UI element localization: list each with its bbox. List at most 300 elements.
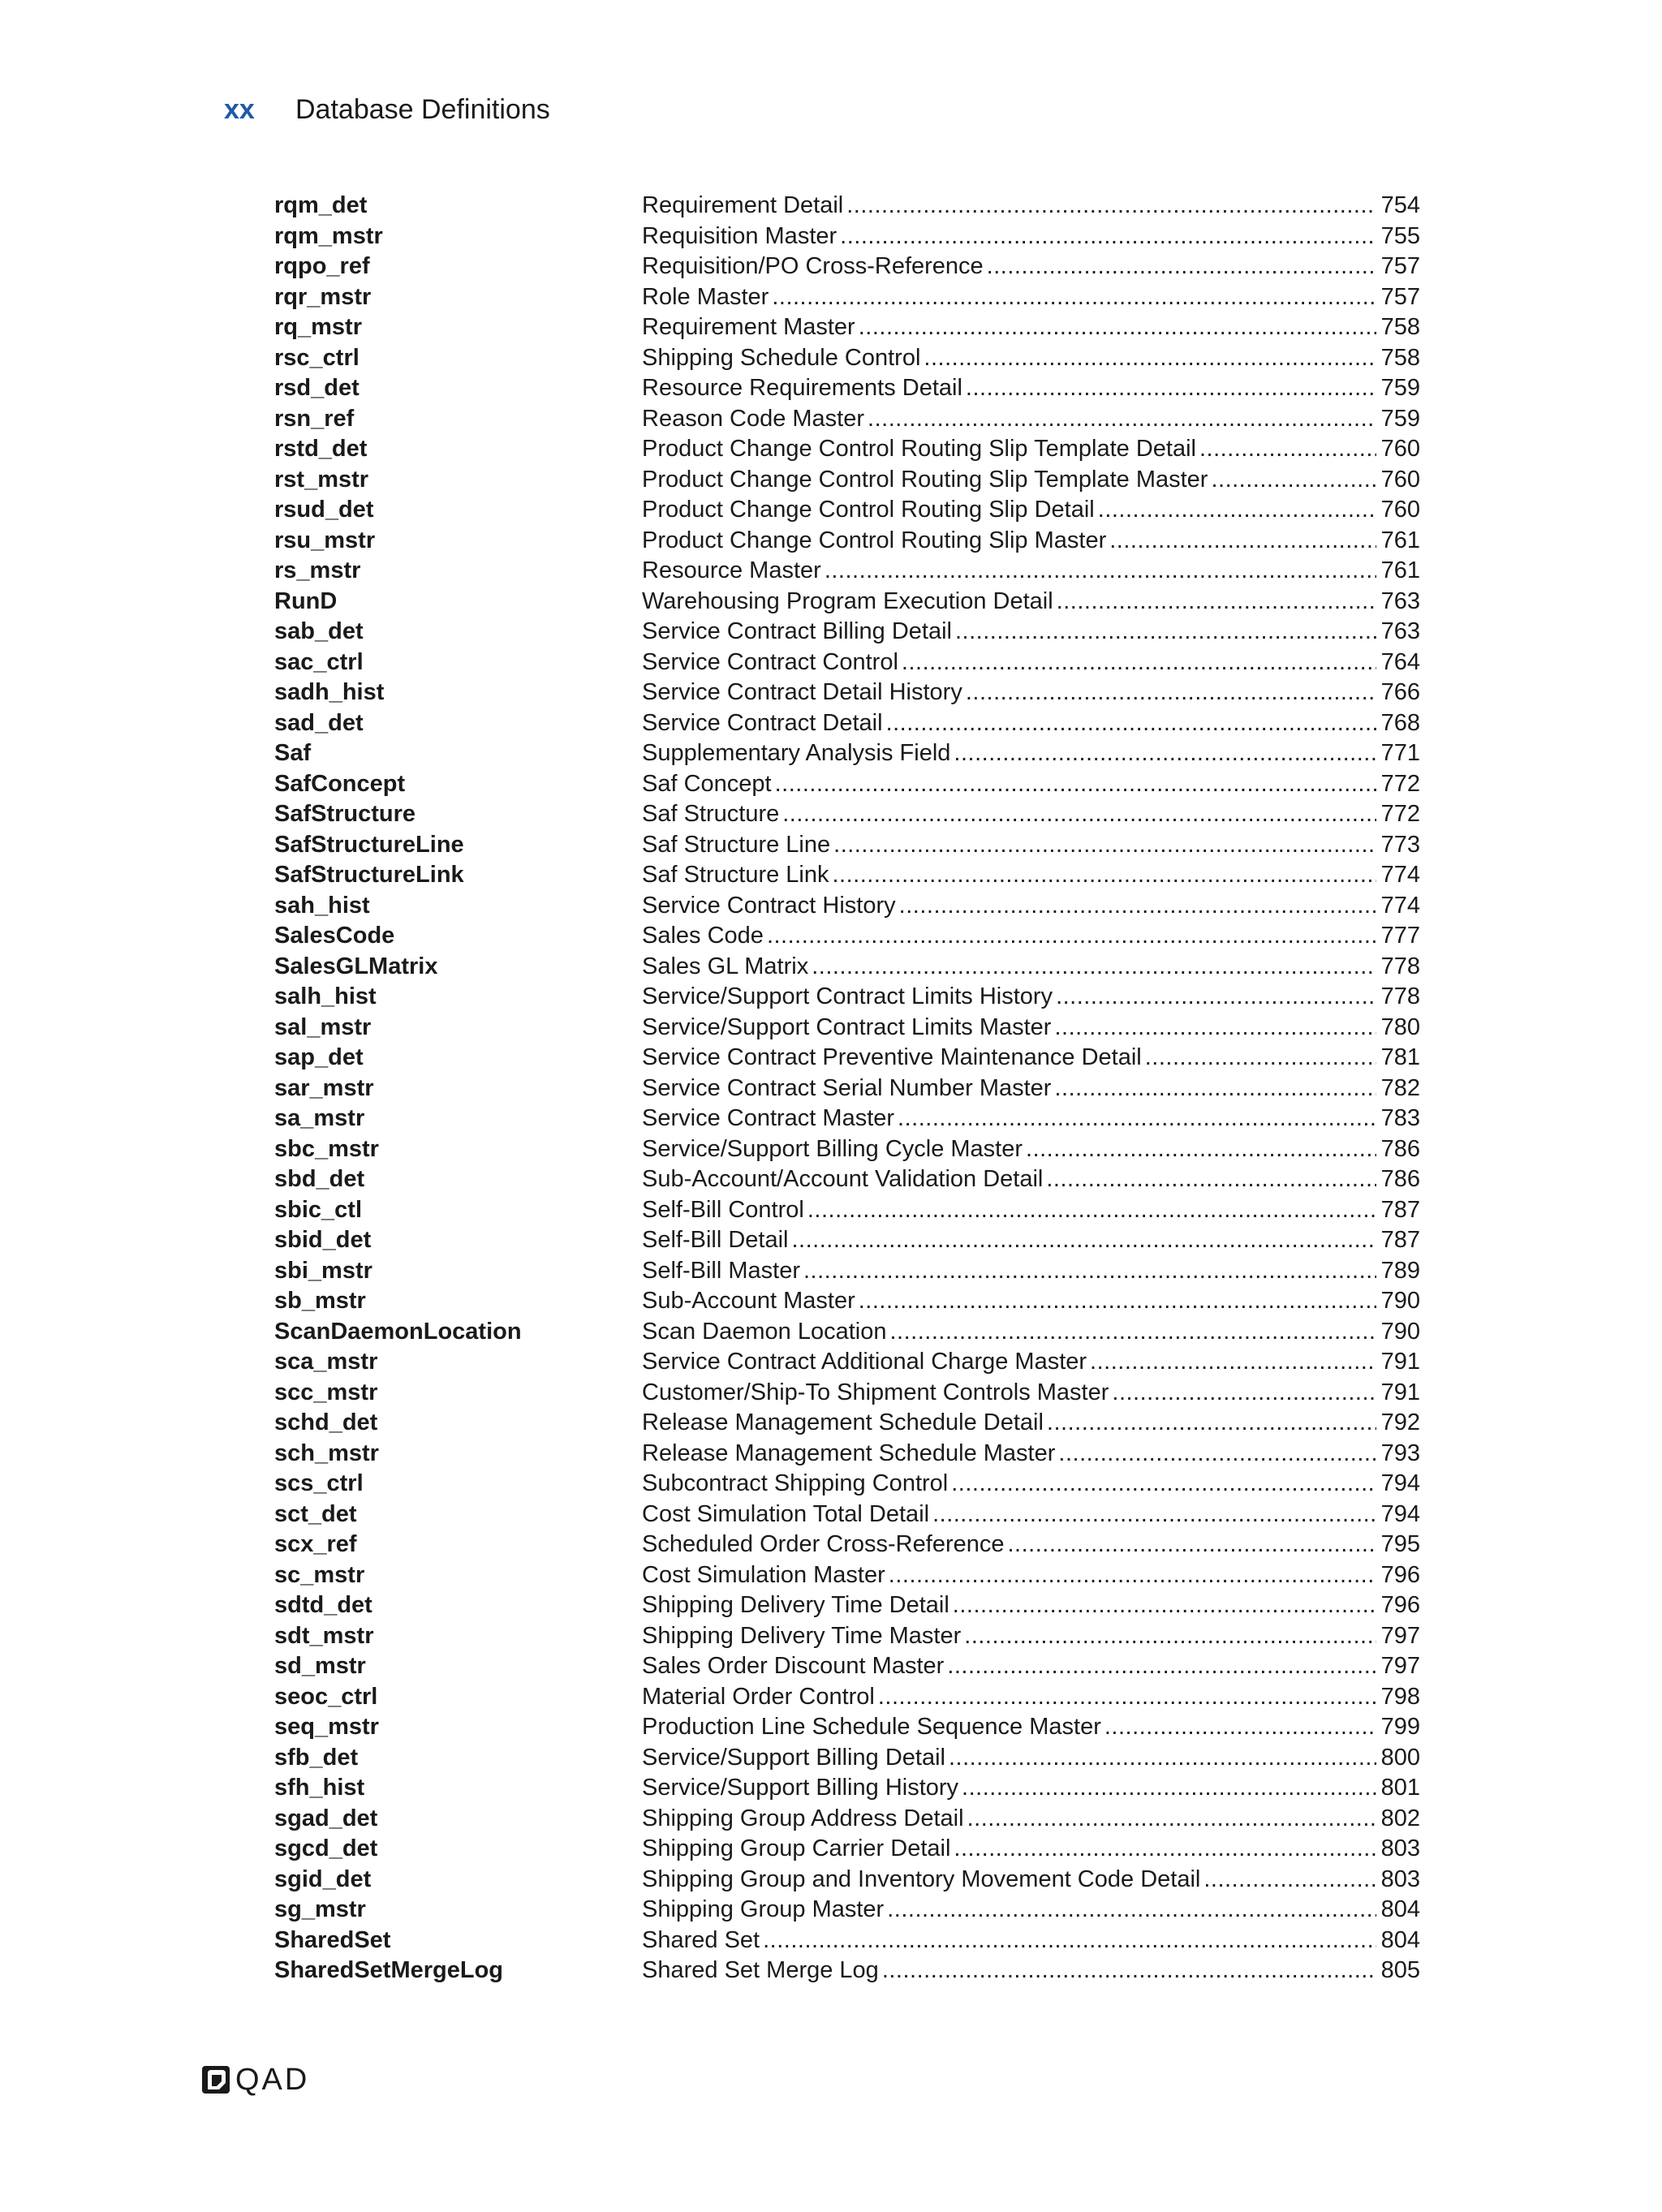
table-name: sb_mstr	[274, 1288, 366, 1314]
table-description: Service Contract Additional Charge Master	[642, 1349, 1087, 1375]
page-reference: 797	[1380, 1653, 1420, 1679]
table-description: Cost Simulation Total Detail	[642, 1500, 930, 1527]
entry-description-line	[642, 252, 1420, 282]
toc-entry[interactable]	[274, 891, 1420, 922]
table-name: sg_mstr	[274, 1896, 366, 1922]
entry-description-line	[642, 1256, 1420, 1287]
entry-description-line	[642, 1378, 1420, 1409]
dot-leader	[846, 191, 1376, 222]
dot-leader	[812, 952, 1376, 983]
table-name: sar_mstr	[274, 1074, 374, 1101]
page-reference: 792	[1380, 1409, 1420, 1435]
toc-entry[interactable]	[274, 1074, 1420, 1104]
page-reference: 797	[1380, 1622, 1420, 1649]
logo-text: QAD	[235, 2063, 310, 2097]
toc-entry[interactable]	[274, 252, 1420, 282]
table-description: Service Contract Billing Detail	[642, 618, 952, 644]
dot-leader	[1104, 1712, 1376, 1743]
dot-leader	[859, 1286, 1376, 1317]
entry-description-line	[642, 1439, 1420, 1470]
page-reference: 783	[1380, 1105, 1420, 1131]
table-name: schd_det	[274, 1409, 378, 1435]
table-name: SafStructure	[274, 801, 416, 827]
dot-leader	[1090, 1347, 1376, 1378]
entry-description-line	[642, 891, 1420, 922]
entry-description-line	[642, 222, 1420, 252]
toc-entry[interactable]	[274, 434, 1420, 465]
page-reference: 803	[1380, 1866, 1420, 1892]
dot-leader	[1203, 1865, 1376, 1896]
entry-description-line	[642, 1317, 1420, 1348]
table-name: scc_mstr	[274, 1379, 378, 1405]
table-description: Shipping Schedule Control	[642, 344, 921, 371]
table-description: Cost Simulation Master	[642, 1561, 885, 1588]
toc-entry[interactable]	[274, 921, 1420, 952]
toc-entry[interactable]	[274, 1195, 1420, 1226]
entry-description-line	[642, 1682, 1420, 1713]
page-reference: 802	[1380, 1805, 1420, 1831]
toc-entry[interactable]	[274, 769, 1420, 800]
page-reference: 778	[1380, 983, 1420, 1009]
page-reference: 790	[1380, 1288, 1420, 1314]
dot-leader	[772, 282, 1376, 313]
page-reference: 804	[1380, 1926, 1420, 1953]
toc-entry[interactable]	[274, 1743, 1420, 1774]
table-name: sdtd_det	[274, 1592, 372, 1618]
table-description: Shipping Group and Inventory Movement Code Detail	[642, 1866, 1201, 1892]
table-name: sal_mstr	[274, 1013, 372, 1040]
entry-description-line	[642, 1225, 1420, 1256]
page-title: Database Definitions	[295, 93, 550, 125]
page-reference: 787	[1380, 1227, 1420, 1253]
page-reference: 758	[1380, 314, 1420, 340]
table-name: sgcd_det	[274, 1835, 378, 1861]
table-name: salh_hist	[274, 983, 377, 1009]
table-name: Saf	[274, 740, 312, 766]
entry-description-line	[642, 1773, 1420, 1804]
table-name: sgad_det	[274, 1805, 378, 1831]
dot-leader	[966, 373, 1376, 404]
dot-leader	[833, 830, 1376, 861]
toc-entry[interactable]	[274, 1804, 1420, 1835]
toc-entry[interactable]	[274, 1560, 1420, 1591]
dot-leader	[1054, 1013, 1376, 1044]
entry-description-line	[642, 282, 1420, 313]
page-reference: 758	[1380, 344, 1420, 371]
toc-entry[interactable]	[274, 1347, 1420, 1378]
toc-entry[interactable]	[274, 830, 1420, 861]
dot-leader	[878, 1682, 1376, 1713]
table-name: rqm_det	[274, 192, 368, 218]
entry-description-line	[642, 1804, 1420, 1835]
table-name: SafStructureLine	[274, 831, 464, 858]
entry-description-line	[642, 952, 1420, 983]
table-name: rqr_mstr	[274, 283, 372, 310]
page-reference: 786	[1380, 1135, 1420, 1162]
table-name: scs_ctrl	[274, 1470, 364, 1496]
entry-description-line	[642, 587, 1420, 618]
page-reference: 780	[1380, 1013, 1420, 1040]
table-description: Service Contract Detail History	[642, 679, 962, 705]
table-name: sab_det	[274, 618, 364, 644]
table-name: rsc_ctrl	[274, 344, 360, 371]
entry-description-line	[642, 617, 1420, 648]
page-reference: 796	[1380, 1561, 1420, 1588]
toc-entry[interactable]	[274, 678, 1420, 708]
page-number: xx	[224, 93, 255, 125]
page-reference: 781	[1380, 1044, 1420, 1070]
table-name: rqpo_ref	[274, 253, 370, 279]
toc-entry[interactable]	[274, 343, 1420, 374]
page-reference: 763	[1380, 587, 1420, 614]
page-reference: 772	[1380, 801, 1420, 827]
entry-description-line	[642, 1013, 1420, 1044]
dot-leader	[1007, 1530, 1376, 1560]
dot-leader	[951, 1469, 1376, 1500]
table-name: ScanDaemonLocation	[274, 1318, 522, 1345]
table-name: sgid_det	[274, 1866, 372, 1892]
dot-leader	[1047, 1408, 1376, 1439]
toc-entry[interactable]	[274, 1013, 1420, 1044]
page-reference: 789	[1380, 1257, 1420, 1284]
page-reference: 803	[1380, 1835, 1420, 1861]
footer-logo	[201, 2063, 310, 2097]
table-description: Shipping Group Master	[642, 1896, 885, 1922]
toc-entry[interactable]	[274, 1225, 1420, 1256]
toc-entry[interactable]	[274, 982, 1420, 1013]
toc-entry[interactable]	[274, 1134, 1420, 1165]
page-reference: 760	[1380, 436, 1420, 462]
toc-entry[interactable]	[274, 617, 1420, 648]
qad-logo-icon	[201, 2065, 230, 2094]
table-name: sbid_det	[274, 1227, 372, 1253]
page-reference: 798	[1380, 1683, 1420, 1710]
table-description: Shared Set Merge Log	[642, 1957, 879, 1983]
toc-entry[interactable]	[274, 1500, 1420, 1530]
toc-entry[interactable]	[274, 799, 1420, 830]
toc-entry[interactable]	[274, 1895, 1420, 1926]
entry-description-line	[642, 526, 1420, 557]
entry-description-line	[642, 1895, 1420, 1926]
dot-leader	[763, 1926, 1376, 1956]
table-description: Shipping Group Carrier Detail	[642, 1835, 951, 1861]
table-name: sad_det	[274, 709, 364, 736]
table-description: Scheduled Order Cross-Reference	[642, 1531, 1005, 1557]
dot-leader	[932, 1500, 1376, 1530]
table-name: sadh_hist	[274, 679, 385, 705]
toc-entry[interactable]	[274, 373, 1420, 404]
entry-description-line	[642, 799, 1420, 830]
table-description: Resource Requirements Detail	[642, 375, 962, 401]
table-description: Scan Daemon Location	[642, 1318, 887, 1345]
dot-leader	[924, 343, 1376, 374]
table-name: sbic_ctl	[274, 1196, 362, 1223]
table-description: Service Contract Control	[642, 648, 898, 675]
table-name: SharedSetMergeLog	[274, 1957, 503, 1983]
page-reference: 794	[1380, 1500, 1420, 1527]
table-description: Saf Concept	[642, 770, 772, 797]
entry-description-line	[642, 434, 1420, 465]
dot-leader	[833, 860, 1376, 891]
toc-entry[interactable]	[274, 465, 1420, 496]
page-reference: 760	[1380, 497, 1420, 523]
page-reference: 771	[1380, 740, 1420, 766]
page-reference: 774	[1380, 892, 1420, 919]
page-reference: 801	[1380, 1775, 1420, 1801]
table-name: seq_mstr	[274, 1714, 379, 1740]
table-description: Self-Bill Control	[642, 1196, 804, 1223]
table-name: rsud_det	[274, 497, 374, 523]
page-reference: 795	[1380, 1531, 1420, 1557]
dot-leader	[859, 312, 1376, 343]
table-name: sac_ctrl	[274, 648, 364, 675]
entry-description-line	[642, 556, 1420, 587]
dot-leader	[987, 252, 1376, 282]
dot-leader	[899, 891, 1376, 922]
toc-entry[interactable]	[274, 1590, 1420, 1621]
table-name: RunD	[274, 587, 338, 614]
entry-description-line	[642, 1530, 1420, 1560]
toc-entry[interactable]	[274, 1773, 1420, 1804]
table-description: Warehousing Program Execution Detail	[642, 587, 1053, 614]
dot-leader	[889, 1560, 1376, 1591]
toc-entry[interactable]	[274, 312, 1420, 343]
table-description: Sales GL Matrix	[642, 953, 809, 979]
dot-leader	[1054, 1074, 1376, 1104]
toc-entry[interactable]	[274, 1834, 1420, 1865]
entry-description-line	[642, 1621, 1420, 1652]
table-name: sdt_mstr	[274, 1622, 374, 1649]
page-reference: 772	[1380, 770, 1420, 797]
entry-description-line	[642, 191, 1420, 222]
table-name: sfb_det	[274, 1744, 359, 1771]
dot-leader	[1109, 526, 1376, 557]
table-description: Service/Support Billing Detail	[642, 1744, 945, 1771]
table-description: Product Change Control Routing Slip Template Detail	[642, 436, 1196, 462]
entry-description-line	[642, 1469, 1420, 1500]
entry-description-line	[642, 404, 1420, 435]
dot-leader	[947, 1651, 1376, 1682]
table-description: Saf Structure	[642, 801, 780, 827]
table-description: Product Change Control Routing Slip Template Master	[642, 466, 1208, 493]
dot-leader	[792, 1225, 1376, 1256]
page-reference: 796	[1380, 1592, 1420, 1618]
running-header	[224, 89, 550, 130]
toc-entry[interactable]	[274, 1956, 1420, 1986]
table-description: Sub-Account Master	[642, 1288, 855, 1314]
entry-description-line	[642, 1164, 1420, 1195]
table-description: Service/Support Billing Cycle Master	[642, 1135, 1023, 1162]
table-name: sbi_mstr	[274, 1257, 372, 1284]
dot-leader	[840, 222, 1376, 252]
entry-description-line	[642, 648, 1420, 678]
toc-entry[interactable]	[274, 1712, 1420, 1743]
dot-leader	[954, 738, 1376, 769]
toc-entry[interactable]	[274, 1530, 1420, 1560]
page-reference: 791	[1380, 1349, 1420, 1375]
entry-description-line	[642, 1560, 1420, 1591]
entry-description-line	[642, 1104, 1420, 1134]
table-name: sc_mstr	[274, 1561, 365, 1588]
toc-entry[interactable]	[274, 1104, 1420, 1134]
table-description: Sub-Account/Account Validation Detail	[642, 1166, 1044, 1192]
dot-leader	[967, 1804, 1376, 1835]
table-description: Sales Code	[642, 923, 764, 949]
dot-leader	[949, 1743, 1376, 1774]
page-reference: 777	[1380, 923, 1420, 949]
dot-leader	[825, 556, 1376, 587]
toc-entry[interactable]	[274, 860, 1420, 891]
entry-description-line	[642, 1408, 1420, 1439]
dot-leader	[1098, 495, 1376, 526]
table-name: sah_hist	[274, 892, 370, 919]
page-reference: 793	[1380, 1440, 1420, 1466]
page-reference: 757	[1380, 253, 1420, 279]
toc-entry[interactable]	[274, 1317, 1420, 1348]
entry-description-line	[642, 1834, 1420, 1865]
page-reference: 759	[1380, 375, 1420, 401]
table-description: Requirement Detail	[642, 192, 844, 218]
table-description: Service/Support Contract Limits Master	[642, 1013, 1052, 1040]
table-description: Service Contract History	[642, 892, 896, 919]
page-reference: 761	[1380, 557, 1420, 583]
toc-entry[interactable]	[274, 1682, 1420, 1713]
dot-leader	[868, 404, 1376, 435]
table-description: Sales Order Discount Master	[642, 1653, 945, 1679]
dot-leader	[782, 799, 1376, 830]
table-description: Release Management Schedule Master	[642, 1440, 1056, 1466]
toc-entry[interactable]	[274, 1408, 1420, 1439]
entry-description-line	[642, 465, 1420, 496]
table-name: sfh_hist	[274, 1775, 365, 1801]
page-reference: 760	[1380, 466, 1420, 493]
table-name: SafStructureLink	[274, 862, 464, 888]
toc-entry[interactable]	[274, 1043, 1420, 1074]
dot-leader	[955, 617, 1376, 648]
toc-entry[interactable]	[274, 495, 1420, 526]
toc-entry[interactable]	[274, 556, 1420, 587]
entry-description-line	[642, 1500, 1420, 1530]
entry-description-line	[642, 1074, 1420, 1104]
dot-leader	[962, 1773, 1376, 1804]
toc-entry[interactable]	[274, 952, 1420, 983]
toc-entry[interactable]	[274, 1651, 1420, 1682]
dot-leader	[803, 1256, 1376, 1287]
table-description: Shipping Delivery Time Master	[642, 1622, 962, 1649]
dot-leader	[882, 1956, 1376, 1986]
page-reference: 787	[1380, 1196, 1420, 1223]
page-reference: 782	[1380, 1074, 1420, 1101]
table-description: Service Contract Preventive Maintenance Detail	[642, 1044, 1142, 1070]
toc-entry[interactable]	[274, 1469, 1420, 1500]
table-name: SalesCode	[274, 923, 395, 949]
table-description: Resource Master	[642, 557, 821, 583]
toc-entry[interactable]	[274, 738, 1420, 769]
toc-entry[interactable]	[274, 282, 1420, 313]
table-name: sbd_det	[274, 1166, 365, 1192]
dot-leader	[1199, 434, 1376, 465]
table-description: Requirement Master	[642, 314, 855, 340]
table-name: rq_mstr	[274, 314, 362, 340]
toc-entry[interactable]	[274, 1256, 1420, 1287]
page-reference: 794	[1380, 1470, 1420, 1496]
entry-description-line	[642, 1134, 1420, 1165]
page-reference: 755	[1380, 222, 1420, 249]
page-reference: 805	[1380, 1957, 1420, 1983]
table-description: Self-Bill Master	[642, 1257, 800, 1284]
table-description: Service Contract Serial Number Master	[642, 1074, 1052, 1101]
toc-entry[interactable]	[274, 1286, 1420, 1317]
toc-entry[interactable]	[274, 1378, 1420, 1409]
entry-description-line	[642, 982, 1420, 1013]
table-description: Shipping Delivery Time Detail	[642, 1592, 949, 1618]
toc-entry[interactable]	[274, 1439, 1420, 1470]
dot-leader	[1046, 1164, 1376, 1195]
table-description: Service/Support Contract Limits History	[642, 983, 1053, 1009]
table-name: sch_mstr	[274, 1440, 379, 1466]
entry-description-line	[642, 1926, 1420, 1956]
toc-entry[interactable]	[274, 404, 1420, 435]
table-name: sa_mstr	[274, 1105, 365, 1131]
page-reference: 764	[1380, 648, 1420, 675]
table-name: rsu_mstr	[274, 527, 376, 553]
dot-leader	[966, 678, 1376, 708]
entry-description-line	[642, 1286, 1420, 1317]
table-description: Service Contract Detail	[642, 709, 883, 736]
dot-leader	[1112, 1378, 1376, 1409]
table-description: Role Master	[642, 283, 769, 310]
dot-leader	[1211, 465, 1376, 496]
table-name: rqm_mstr	[274, 222, 383, 249]
toc-entry[interactable]	[274, 526, 1420, 557]
entry-description-line	[642, 373, 1420, 404]
entry-description-line	[642, 1651, 1420, 1682]
toc-entry[interactable]	[274, 1926, 1420, 1956]
page-reference: 773	[1380, 831, 1420, 858]
toc-entry[interactable]	[274, 587, 1420, 618]
table-description: Material Order Control	[642, 1683, 875, 1710]
page-reference: 761	[1380, 527, 1420, 553]
toc-entry[interactable]	[274, 708, 1420, 739]
table-description: Saf Structure Link	[642, 862, 829, 888]
table-name: SafConcept	[274, 770, 406, 797]
page-reference: 799	[1380, 1714, 1420, 1740]
table-name: rsn_ref	[274, 405, 355, 432]
table-description: Supplementary Analysis Field	[642, 740, 951, 766]
table-description: Requisition/PO Cross-Reference	[642, 253, 984, 279]
page-reference: 791	[1380, 1379, 1420, 1405]
entry-description-line	[642, 1743, 1420, 1774]
table-name: rs_mstr	[274, 557, 361, 583]
table-description: Release Management Schedule Detail	[642, 1409, 1044, 1435]
page-reference: 774	[1380, 862, 1420, 888]
table-description: Service/Support Billing History	[642, 1775, 959, 1801]
toc-entry[interactable]	[274, 191, 1420, 222]
toc-entry[interactable]	[274, 648, 1420, 678]
toc-entry[interactable]	[274, 1865, 1420, 1896]
entry-description-line	[642, 1347, 1420, 1378]
toc-entry[interactable]	[274, 222, 1420, 252]
table-description: Product Change Control Routing Slip Master	[642, 527, 1107, 553]
table-name: sap_det	[274, 1044, 364, 1070]
table-name: SharedSet	[274, 1926, 391, 1953]
toc-entry[interactable]	[274, 1164, 1420, 1195]
dot-leader	[902, 648, 1376, 678]
table-description: Subcontract Shipping Control	[642, 1470, 949, 1496]
toc-entry[interactable]	[274, 1621, 1420, 1652]
entry-description-line	[642, 1590, 1420, 1621]
entry-description-line	[642, 495, 1420, 526]
